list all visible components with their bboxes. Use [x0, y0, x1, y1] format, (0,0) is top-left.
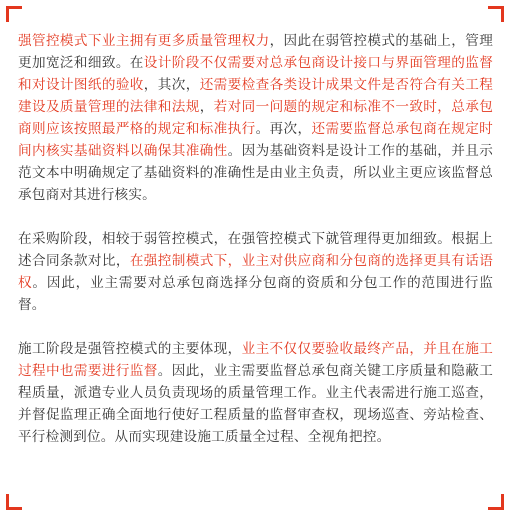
- text-segment: 施工阶段是强管控模式的主要体现，: [18, 341, 242, 357]
- text-segment: 业主不仅仅要验收最终产品，并且在施工过程中也需要进行监督: [18, 341, 493, 379]
- text-segment: 在采购阶段，相较于弱管控模式，在强管控模式下就管理得更加细致。根据上述合同条款对比，: [18, 231, 493, 269]
- text-segment: 在强控制模式下，业主对供应商和分包商的选择更具有话语权: [18, 253, 493, 291]
- corner-bracket-bottom-left: [6, 494, 22, 510]
- text-segment: ，: [199, 99, 214, 115]
- text-segment: 。因为基础资料是设计工作的基础，并且示范文本中明确规定了基础资料的准确性是由业主负责，所以业主更应该监督总承包商对其进行核实。: [18, 143, 493, 203]
- corner-bracket-bottom-right: [488, 494, 504, 510]
- text-segment: 。再次，: [255, 121, 312, 137]
- text-segment: 若对同一问题的规定和标准不一致时，总承包商则应该按照最严格的规定和标准执行: [18, 99, 493, 137]
- paragraph-procurement-stage: [18, 228, 493, 316]
- text-segment: 。因此，业主需要对总承包商选择分包商的资质和分包工作的范围进行监督。: [18, 275, 493, 313]
- text-segment: 强管控模式下业主拥有更多质量管理权力: [18, 33, 270, 49]
- corner-bracket-top-left: [6, 6, 22, 22]
- corner-bracket-top-right: [488, 6, 504, 22]
- paragraph-construction-stage: [18, 338, 493, 448]
- paragraph-design-stage: [18, 30, 493, 206]
- text-segment: 设计阶段不仅需要对总承包商设计接口与界面管理的监督和对设计图纸的验收: [18, 55, 493, 93]
- text-segment: 还需要监督总承包商在规定时间内核实基础资料以确保其准确性: [18, 121, 493, 159]
- text-segment: 。因此，业主需要监督总承包商关键工序质量和隐蔽工程质量，派遣专业人员负责现场的质量管理工作。业主代表需进行施工巡查，并督促监理正确全面地行使好工程质量的监督审查权，现场巡查、旁站检查、平行检测到位。从而实现建设施工质量全过程、全视角把控。: [18, 363, 493, 445]
- article-body: [18, 30, 493, 448]
- text-segment: ，因此在弱管控模式的基础上，管理更加宽泛和细致。在: [18, 33, 493, 71]
- text-segment: ，其次，: [143, 77, 200, 93]
- text-segment: 还需要检查各类设计成果文件是否符合有关工程建设及质量管理的法律和法规: [18, 77, 493, 115]
